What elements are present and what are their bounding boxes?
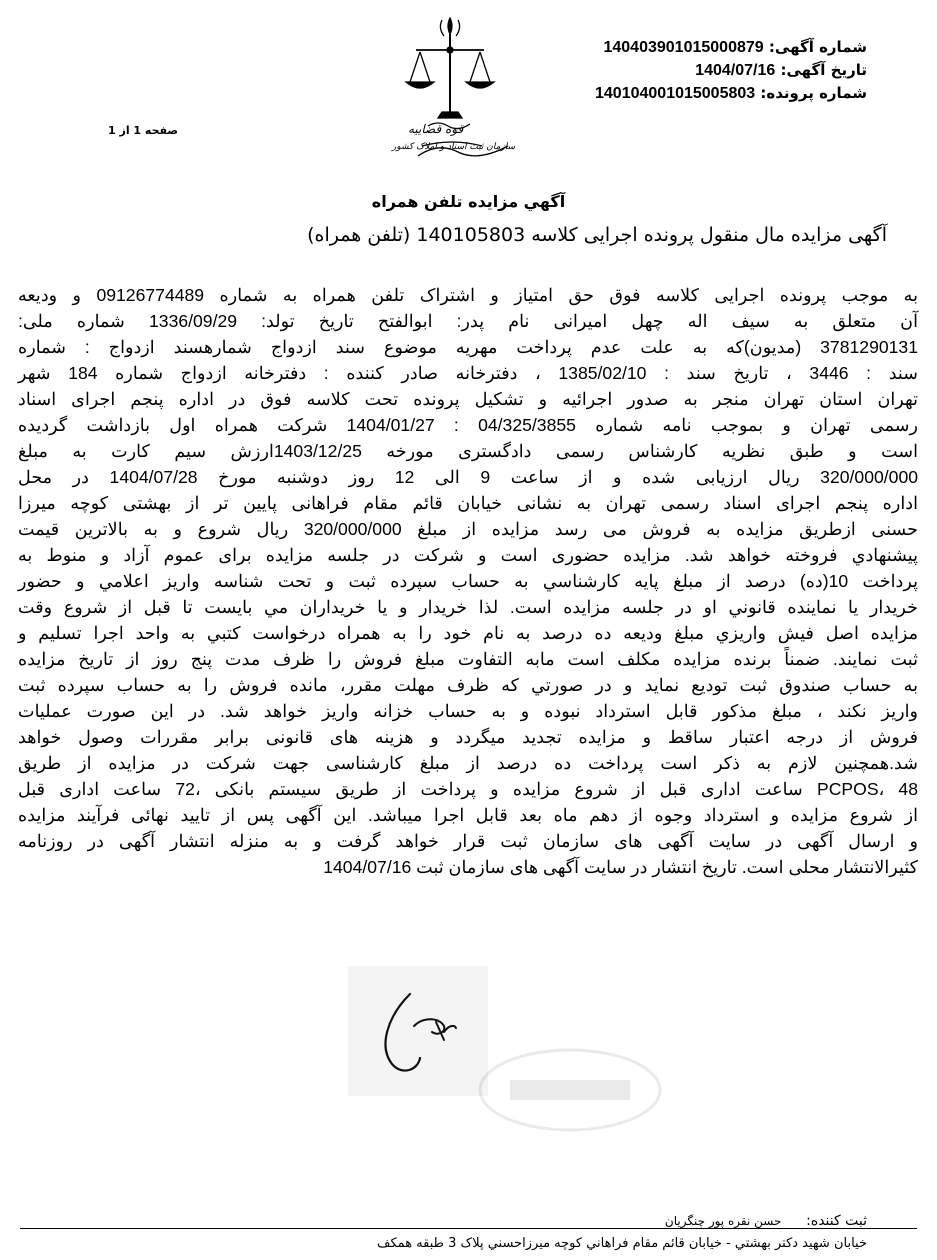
- body-line: 3781290131 (مدیون)که به علت عدم پرداخت مهریه موضوع سند ازدواج شمارهسند ازدواج : شماره: [18, 337, 918, 357]
- body-line: حسنی ازطریق مزایده به فروش می رسد مزایده از مبلغ 320/000/000 ریال شروع و به بالاترین قیمت: [18, 519, 918, 539]
- registrar-label: ثبت کننده:: [806, 1213, 867, 1229]
- case-number-row: [595, 82, 867, 105]
- notice-meta: [595, 36, 867, 105]
- notice-number: 140403901015000879: [603, 39, 764, 56]
- watermark-icon: [470, 1030, 670, 1150]
- handwritten-signature: [348, 966, 488, 1096]
- emblem-caption-registry: سازمان ثبت اسناد و املاک کشور: [392, 142, 516, 152]
- body-line: پیشنهادي فروخته خواهد شد. مزايده حضوری است و شرکت در جلسه مزايده برای عموم آزاد و منوط به: [18, 545, 918, 565]
- page-indicator: صفحه 1 از 1: [108, 124, 179, 137]
- body-line: آن متعلق به سیف اله چهل امیرانی نام پدر: ابوالفتح تاریخ تولد: 1336/09/29 شماره ملی:: [18, 311, 918, 331]
- registrar-name: حسن نقره پور چنگریان: [664, 1214, 782, 1228]
- body-line: سند : 3446 ، تاریخ سند : 1385/02/10 ، دفترخانه صادر کننده : دفترخانه ازدواج شماره 184 شهر: [18, 363, 918, 383]
- notice-date: 1404/07/16: [695, 62, 776, 79]
- signature-icon: [348, 966, 488, 1096]
- body-line: اداره پنجم اجرای اسناد رسمی تهران به نشانی خیابان قائم مقام فراهانی پایین تر از بهشتی کوچه میرزا: [18, 493, 918, 513]
- notice-date-label: تاریخ آگهی:: [780, 61, 867, 79]
- body-line: رسمی تهران و بموجب نامه شماره 04/325/3855 : 1404/01/27 شرکت همراه اول بازداشت گردیده: [18, 415, 919, 435]
- body-line: PCPOS، 48 ساعت اداری قبل از شروع مزایده و پرداخت از طریق سیستم بانکی ،72 ساعت اداری قبل: [18, 779, 918, 799]
- document-subtitle: آگهی مزایده مال منقول پرونده اجرایی کلاسه 140105803 (تلفن همراه): [307, 224, 887, 246]
- body-line: خريدار يا نماينده قانوني او در جلسه مزايده است. لذا خريدار و يا خريداران مي بايست تا قبل از شروع وقت: [18, 597, 918, 617]
- body-line: پرداخت 10(ده) درصد از مبلغ پايه کارشناسي به حساب سپرده ثبت و تحت شناسه واريز اعلامي و حضور: [18, 571, 918, 591]
- footer-divider: [20, 1228, 917, 1229]
- body-line: شد.همچنین لازم به ذکر است پرداخت ده درصد از مبلغ کارشناسی جهت شرکت در مزایده از طریق: [18, 753, 918, 773]
- body-line: 320/000/000 ریال ارزیابی شده و از ساعت 9 الی 12 روز دوشنبه مورخ 1404/07/28 در محل: [18, 467, 919, 487]
- notice-date-row: [595, 59, 867, 82]
- body-line: به حساب صندوق ثبت توديع نمايد و در صورتي که ظرف مهلت مقرر، مانده فروش را به حساب سپرده ثبت: [18, 675, 918, 695]
- registrar-row: [665, 1213, 867, 1229]
- notice-number-label: شماره آگهی:: [768, 38, 867, 56]
- document-title: آگهي مزايده تلفن همراه: [371, 192, 566, 211]
- body-line: از شروع مزایده و استرداد وجوه از دهم ماه بعد قابل اجرا میباشد. این آگهی پس از تایید نهائی فرآیند مزایده: [18, 805, 918, 825]
- body-line: و ارسال آگهی در سایت آگهی های سازمان ثبت قرار خواهد گرفت و به منزله انتشار آگهی در روزنامه: [18, 831, 918, 851]
- body-line: کثیرالانتشار محلی است. تاریخ انتشار در سایت آگهی های سازمان ثبت 1404/07/16: [323, 857, 918, 877]
- body-line: فروش از درجه اعتبار ساقط و مزایده تجدید میگردد و هزینه های قانونی برابر مقررات وصول خواهد: [18, 727, 918, 747]
- body-line: تهران استان تهران منجر به صدور اجرائیه و تشکیل پرونده تحت کلاسه فوق در اداره پنجم اجرای اسناد: [18, 389, 918, 409]
- body-line: ثبت نمايند. ضمناً برنده مزايده مکلف است مابه التفاوت مبلغ فروش را ظرف مدت پنج روز از تاريخ مزايده: [18, 649, 918, 669]
- body-line: به موجب پرونده اجرایی کلاسه فوق حق امتیاز و اشتراک تلفن همراه به شماره 09126774489 و ودیعه: [18, 285, 919, 305]
- footer-address: خیابان شهید دکتر بهشتي - خیابان قائم مقام فراهاني کوچه ميرزاحسني پلاک 3 طبقه همکف: [377, 1236, 867, 1251]
- case-number: 140104001015005803: [595, 85, 756, 102]
- notice-body: [18, 282, 918, 880]
- body-line: مزايده اصل فيش واريزي مبلغ وديعه ده درصد به نام خود را به همراه درخواست کتبي به واحد اجرا تسليم و: [18, 623, 918, 643]
- watermark-logo: [470, 1030, 670, 1150]
- emblem-caption-judiciary: قوه قضاییه: [408, 122, 464, 136]
- body-line: است و طبق نظریه کارشناس رسمی دادگستری مورخه 1403/12/25ارزش سیم کارت به مبلغ: [18, 441, 918, 461]
- notice-number-row: [595, 36, 867, 59]
- case-number-label: شماره پرونده:: [760, 84, 867, 102]
- body-line: واريز نکند ، مبلغ مذکور قابل استرداد نبوده و به حساب خزانه واريز خواهد شد. در این صورت عملیات: [18, 701, 918, 721]
